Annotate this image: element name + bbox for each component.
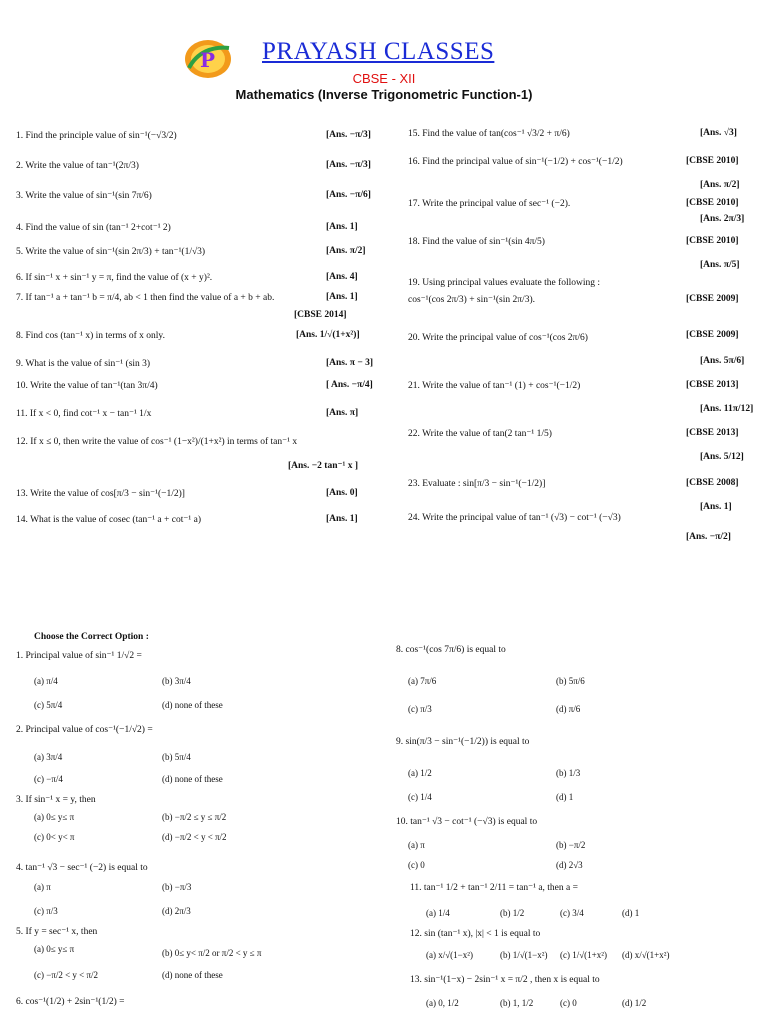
- mcq-option: (d) −π/2 < y < π/2: [162, 832, 227, 842]
- mcq-question: 13. sin⁻¹(1−x) − 2sin⁻¹ x = π/2 , then x is equal to: [410, 975, 600, 985]
- answer-text: [Ans. 1]: [326, 292, 358, 302]
- answer-text: [Ans. −π/2]: [686, 532, 731, 542]
- answer-text: [Ans. 5π/6]: [700, 356, 745, 366]
- question-text: 11. If x < 0, find cot⁻¹ x − tan⁻¹ 1/x: [16, 409, 152, 419]
- mcq-question: 12. sin (tan⁻¹ x), |x| < 1 is equal to: [410, 929, 541, 939]
- mcq-question: 1. Principal value of sin⁻¹ 1/√2 =: [16, 651, 142, 661]
- section-heading: Choose the Correct Option :: [34, 632, 149, 642]
- board-year-tag: [CBSE 2010]: [686, 156, 739, 166]
- mcq-option: (c) 0< y< π: [34, 832, 75, 842]
- mcq-option: (d) 1: [556, 792, 574, 802]
- answer-text: [Ans. √3]: [700, 128, 737, 138]
- mcq-option: (c) 1/√(1+x²): [560, 950, 607, 960]
- question-text: 10. Write the value of tan⁻¹(tan 3π/4): [16, 381, 158, 391]
- mcq-option: (a) x/√(1−x²): [426, 950, 473, 960]
- mcq-option: (d) 2π/3: [162, 906, 191, 916]
- mcq-option: (a) 1/4: [426, 908, 450, 918]
- mcq-option: (b) 1/√(1−x²): [500, 950, 548, 960]
- question-text: 13. Write the value of cos[π/3 − sin⁻¹(−1/2)]: [16, 489, 185, 499]
- question-text: 3. Write the value of sin⁻¹(sin 7π/6): [16, 191, 152, 201]
- mcq-question: 2. Principal value of cos⁻¹(−1/√2) =: [16, 725, 153, 735]
- mcq-option: (b) 1/3: [556, 768, 581, 778]
- question-text: 6. If sin⁻¹ x + sin⁻¹ y = π, find the value of (x + y)².: [16, 273, 213, 283]
- mcq-option: (a) 7π/6: [408, 676, 437, 686]
- answer-text: [Ans. π/5]: [700, 260, 740, 270]
- question-text: 23. Evaluate : sin[π/3 − sin⁻¹(−1/2)]: [408, 479, 546, 489]
- mcq-option: (b) −π/2: [556, 840, 586, 850]
- mcq-left-section: [16, 630, 378, 1024]
- answer-text: [Ans. 1]: [700, 502, 732, 512]
- mcq-option: (d) 1: [622, 908, 640, 918]
- question-text: 18. Find the value of sin⁻¹(sin 4π/5): [408, 237, 545, 247]
- mcq-option: (b) −π/3: [162, 882, 192, 892]
- mcq-option: (b) −π/2 ≤ y ≤ π/2: [162, 812, 227, 822]
- brand-title: PRAYASH CLASSES: [262, 38, 495, 65]
- question-text: 5. Write the value of sin⁻¹(sin 2π/3) + tan⁻¹(1/√3): [16, 247, 206, 257]
- mcq-question: 6. cos⁻¹(1/2) + 2sin⁻¹(1/2) =: [16, 997, 125, 1007]
- question-text: 14. What is the value of cosec (tan⁻¹ a + cot⁻¹ a): [16, 515, 201, 525]
- mcq-option: (b) 1, 1/2: [500, 998, 534, 1008]
- mcq-option: (b) 0≤ y< π/2 or π/2 < y ≤ π: [162, 948, 262, 958]
- answer-text: [Ans. −π/3]: [326, 130, 371, 140]
- mcq-option: (c) 3/4: [560, 908, 584, 918]
- mcq-question: 11. tan⁻¹ 1/2 + tan⁻¹ 2/11 = tan⁻¹ a, then a =: [410, 883, 578, 893]
- question-text: 20. Write the principal value of cos⁻¹(cos 2π/6): [408, 333, 588, 343]
- answer-text: [Ans. 1]: [326, 514, 358, 524]
- answer-text: [Ans. 5/12]: [700, 452, 744, 462]
- question-text: 1. Find the principle value of sin⁻¹(−√3/2): [16, 131, 177, 141]
- svg-text:P: P: [200, 48, 216, 72]
- mcq-question: 5. If y = sec⁻¹ x, then: [16, 927, 98, 937]
- answer-text: [Ans. −2 tan⁻¹ x ]: [288, 461, 359, 471]
- mcq-option: (a) π: [408, 840, 425, 850]
- mcq-option: (c) 1/4: [408, 792, 432, 802]
- board-year-tag: [CBSE 2014]: [294, 310, 347, 320]
- mcq-option: (a) 1/2: [408, 768, 432, 778]
- answer-text: [Ans. 11π/12]: [700, 404, 754, 414]
- answer-text: [ Ans. −π/4]: [326, 380, 373, 390]
- mcq-option: (d) π/6: [556, 704, 581, 714]
- question-text: 21. Write the value of tan⁻¹ (1) + cos⁻¹(−1/2): [408, 381, 581, 391]
- questions-left-column: [16, 122, 378, 542]
- question-text: 22. Write the value of tan(2 tan⁻¹ 1/5): [408, 429, 552, 439]
- answer-text: [Ans. 1/√(1+x²)]: [296, 330, 360, 340]
- mcq-option: (d) 1/2: [622, 998, 647, 1008]
- answer-text: [Ans. 1]: [326, 222, 358, 232]
- answer-text: [Ans. −π/3]: [326, 160, 371, 170]
- board-year-tag: [CBSE 2008]: [686, 478, 739, 488]
- topic-title: Mathematics (Inverse Trigonometric Function-1): [235, 87, 533, 102]
- mcq-option: (b) 1/2: [500, 908, 525, 918]
- board-year-tag: [CBSE 2013]: [686, 428, 739, 438]
- mcq-option: (c) −π/4: [34, 774, 63, 784]
- question-text: 19. Using principal values evaluate the following :: [408, 278, 601, 288]
- mcq-question: 10. tan⁻¹ √3 − cot⁻¹ (−√3) is equal to: [396, 817, 538, 827]
- answer-text: [Ans. π/2]: [326, 246, 366, 256]
- mcq-option: (c) 0: [560, 998, 577, 1008]
- answer-text: [Ans. 2π/3]: [700, 214, 745, 224]
- board-year-tag: [CBSE 2010]: [686, 198, 739, 208]
- questions-right-column: [408, 122, 756, 552]
- mcq-right-section: [396, 636, 760, 1024]
- question-text: 24. Write the principal value of tan⁻¹ (√3) − cot⁻¹ (−√3): [408, 513, 621, 523]
- question-text: 8. Find cos (tan⁻¹ x) in terms of x only.: [16, 331, 165, 341]
- mcq-option: (a) 0≤ y≤ π: [34, 944, 75, 954]
- mcq-option: (c) 5π/4: [34, 700, 63, 710]
- answer-text: [Ans. 0]: [326, 488, 358, 498]
- mcq-question: 9. sin(π/3 − sin⁻¹(−1/2)) is equal to: [396, 737, 530, 747]
- mcq-option: (a) π: [34, 882, 51, 892]
- page-header: [0, 0, 768, 110]
- mcq-option: (a) π/4: [34, 676, 58, 686]
- mcq-question: 3. If sin⁻¹ x = y, then: [16, 795, 96, 805]
- board-year-tag: [CBSE 2013]: [686, 380, 739, 390]
- board-year-tag: [CBSE 2010]: [686, 236, 739, 246]
- question-text: 15. Find the value of tan(cos⁻¹ √3/2 + π/6): [408, 129, 570, 139]
- answer-text: [Ans. −π/6]: [326, 190, 371, 200]
- question-text: 4. Find the value of sin (tan⁻¹ 2+cot⁻¹ 2): [16, 223, 171, 233]
- question-text: 17. Write the principal value of sec⁻¹ (−2).: [408, 199, 571, 209]
- mcq-question: 4. tan⁻¹ √3 − sec⁻¹ (−2) is equal to: [16, 863, 148, 873]
- mcq-question: 8. cos⁻¹(cos 7π/6) is equal to: [396, 645, 506, 655]
- board-year-tag: [CBSE 2009]: [686, 294, 739, 304]
- question-text: cos⁻¹(cos 2π/3) + sin⁻¹(sin 2π/3).: [408, 295, 535, 305]
- mcq-option: (d) none of these: [162, 774, 223, 784]
- question-text: 16. Find the principal value of sin⁻¹(−1/2) + cos⁻¹(−1/2): [408, 157, 623, 167]
- board-year-tag: [CBSE 2009]: [686, 330, 739, 340]
- question-text: 12. If x ≤ 0, then write the value of cos⁻¹ (1−x²)/(1+x²) in terms of tan⁻¹ x: [16, 437, 298, 447]
- answer-text: [Ans. π − 3]: [326, 358, 374, 368]
- mcq-option: (a) 3π/4: [34, 752, 63, 762]
- question-text: 2. Write the value of tan⁻¹(2π/3): [16, 161, 139, 171]
- mcq-option: (a) 0≤ y≤ π: [34, 812, 75, 822]
- answer-text: [Ans. 4]: [326, 272, 358, 282]
- mcq-option: (d) none of these: [162, 970, 223, 980]
- question-text: 7. If tan⁻¹ a + tan⁻¹ b = π/4, ab < 1 then find the value of a + b + ab.: [16, 293, 275, 303]
- mcq-option: (c) 0: [408, 860, 425, 870]
- mcq-option: (c) π/3: [34, 906, 58, 916]
- mcq-option: (b) 5π/6: [556, 676, 585, 686]
- question-text: 9. What is the value of sin⁻¹ (sin 3): [16, 359, 151, 369]
- mcq-option: (d) none of these: [162, 700, 223, 710]
- mcq-option: (b) 5π/4: [162, 752, 191, 762]
- mcq-option: (b) 3π/4: [162, 676, 191, 686]
- answer-text: [Ans. π]: [326, 408, 359, 418]
- mcq-option: (d) x/√(1+x²): [622, 950, 670, 960]
- mcq-option: (c) π/3: [408, 704, 432, 714]
- answer-text: [Ans. π/2]: [700, 180, 740, 190]
- mcq-option: (d) 2√3: [556, 860, 583, 870]
- mcq-option: (c) −π/2 < y < π/2: [34, 970, 99, 980]
- mcq-option: (a) 0, 1/2: [426, 998, 459, 1008]
- class-label: CBSE - XII: [352, 71, 416, 86]
